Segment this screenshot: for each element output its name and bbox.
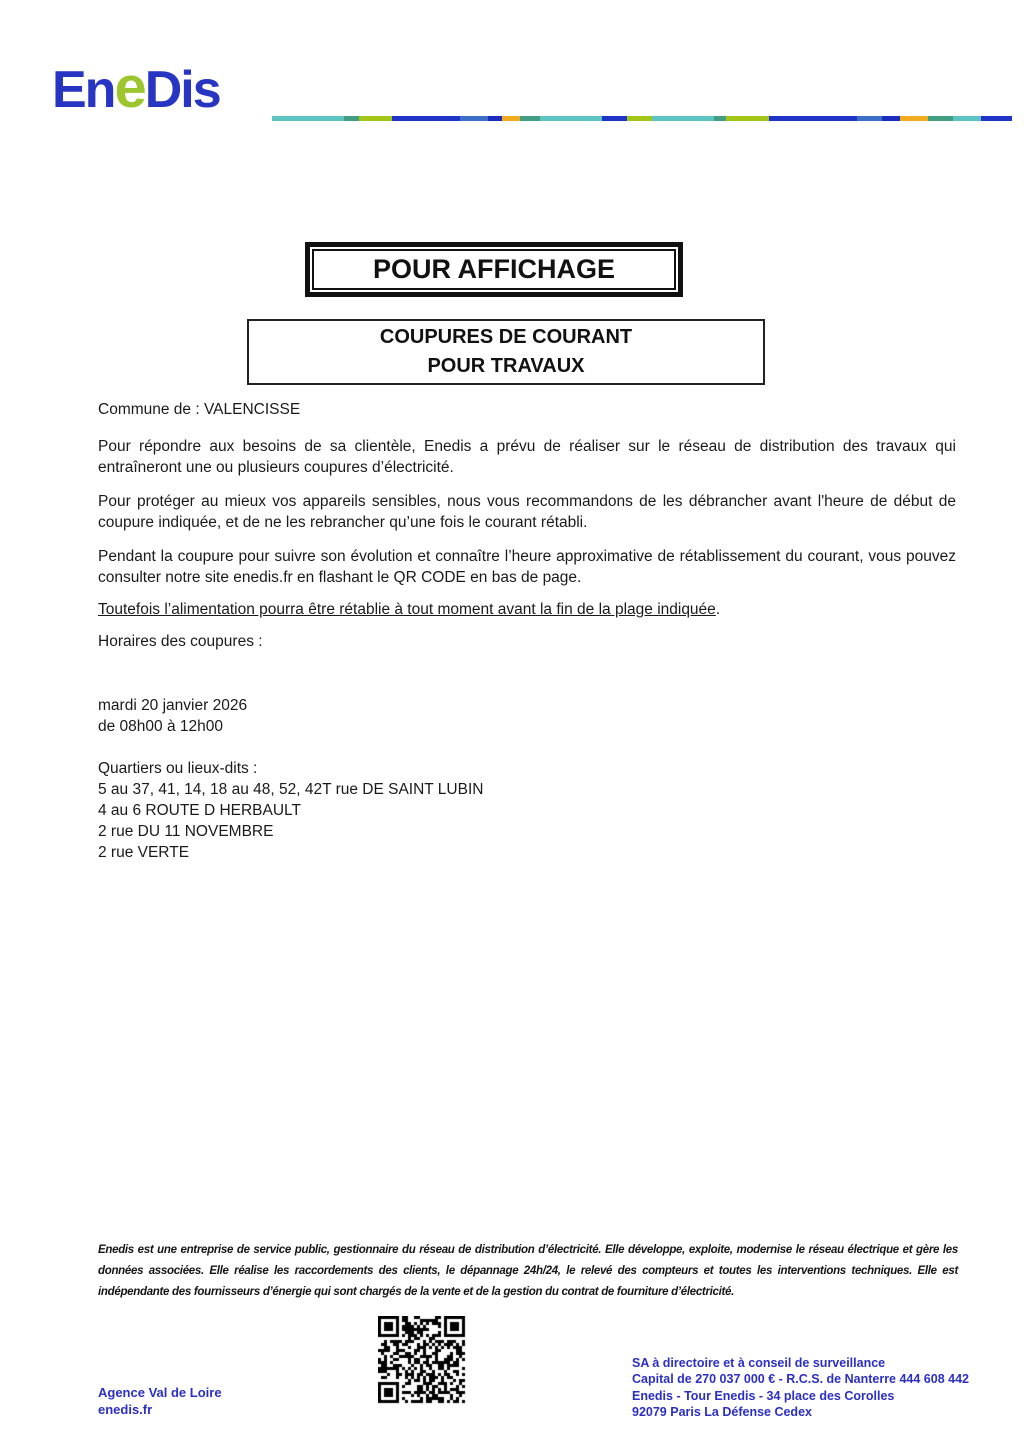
street-line: 5 au 37, 41, 14, 18 au 48, 52, 42T rue DE SAINT LUBIN: [98, 781, 484, 798]
legal-paragraph: Enedis est une entreprise de service public, gestionnaire du réseau de distribution d’électricité. Elle développe, exploite, modernise le réseau électrique et gère les données associées. Elle réalise les raccordements des clients, le dépannage 24h/24, le relevé des compteurs et toutes les interventions techniques. Elle est indépendante des fournisseurs d’énergie qui sont chargés de la vente et de la gestion du contrat de fourniture d’électricité.: [98, 1244, 958, 1298]
brand-line-segment: [502, 116, 520, 121]
brand-line-segment: [460, 116, 488, 121]
brand-line-segment: [981, 116, 1012, 121]
brand-line-segment: [272, 116, 344, 121]
banner-title: POUR AFFICHAGE: [373, 254, 615, 284]
commune-line: Commune de : VALENCISSE: [98, 401, 301, 418]
brand-line-segment: [540, 116, 602, 121]
paragraph-qrcode: Pendant la coupure pour suivre son évolution et connaître l’heure approximative de rétablissement du courant, vous pouvez consulter notre site enedis.fr en flashant le QR CODE en bas de page.: [98, 548, 956, 586]
brand-line-segment: [900, 116, 928, 121]
affichage-banner-inner: [312, 249, 676, 290]
brand-line-segment: [602, 116, 627, 121]
affichage-banner: [305, 242, 683, 297]
brand-line-segment: [714, 116, 726, 121]
company-legal-form: SA à directoire et à conseil de surveillance: [632, 1356, 886, 1370]
brand-line-segment: [627, 116, 652, 121]
brand-line-segment: [928, 116, 953, 121]
brand-line-segment: [953, 116, 981, 121]
brand-line-segment: [726, 116, 769, 121]
brand-divider-line: [272, 116, 1012, 121]
logo-text-e: e: [114, 55, 145, 120]
paragraph-protect: Pour protéger au mieux vos appareils sensibles, nous vous recommandons de les débrancher avant l'heure de début de coupure indiquée, et de ne les rebrancher qu’une fois le courant rétabli.: [98, 493, 956, 531]
paragraph-intro: Pour répondre aux besoins de sa clientèle, Enedis a prévu de réaliser sur le réseau de distribution des travaux qui entraîneront une ou plusieurs coupures d’électricité.: [98, 438, 956, 476]
outage-date: mardi 20 janvier 2026: [98, 697, 248, 714]
document-body: [98, 399, 956, 863]
company-address-block: [632, 1355, 969, 1420]
notice-period: .: [715, 601, 721, 618]
brand-line-segment: [520, 116, 540, 121]
streets-block: [98, 758, 956, 863]
quartiers-label: Quartiers ou lieux-dits :: [98, 760, 258, 777]
schedule-block: [98, 695, 956, 737]
logo-text-en: En: [52, 61, 115, 119]
brand-line-segment: [392, 116, 460, 121]
subtitle-line-2: POUR TRAVAUX: [427, 355, 585, 377]
street-line: 2 rue DU 11 NOVEMBRE: [98, 823, 274, 840]
brand-line-segment: [652, 116, 714, 121]
company-capital: Capital de 270 037 000 € - R.C.S. de Nanterre 444 608 442: [632, 1372, 969, 1387]
coupures-title-box: [247, 319, 765, 385]
agency-website: enedis.fr: [98, 1402, 153, 1417]
brand-line-segment: [359, 116, 392, 121]
brand-line-segment: [857, 116, 882, 121]
subtitle-line-1: COUPURES DE COURANT: [379, 326, 633, 348]
brand-line-segment: [344, 116, 359, 121]
agency-block: [98, 1384, 222, 1418]
qr-code: [378, 1316, 466, 1404]
street-line: 2 rue VERTE: [98, 844, 190, 861]
notice-underlined: [98, 599, 956, 620]
logo-text-dis: Dis: [144, 61, 220, 119]
brand-line-segment: [882, 116, 900, 121]
enedis-logo: [52, 55, 220, 120]
brand-line-segment: [769, 116, 857, 121]
company-city: 92079 Paris La Défense Cedex: [632, 1404, 812, 1419]
company-address: Enedis - Tour Enedis - 34 place des Corolles: [632, 1388, 895, 1403]
agency-name: Agence Val de Loire: [98, 1385, 222, 1400]
brand-line-segment: [488, 116, 502, 121]
street-line: 4 au 6 ROUTE D HERBAULT: [98, 802, 301, 819]
outage-time: de 08h00 à 12h00: [98, 718, 223, 735]
horaires-label: Horaires des coupures :: [98, 633, 263, 650]
notice-underlined-text: Toutefois l’alimentation pourra être rétablie à tout moment avant la fin de la plage indiquée: [98, 601, 716, 618]
